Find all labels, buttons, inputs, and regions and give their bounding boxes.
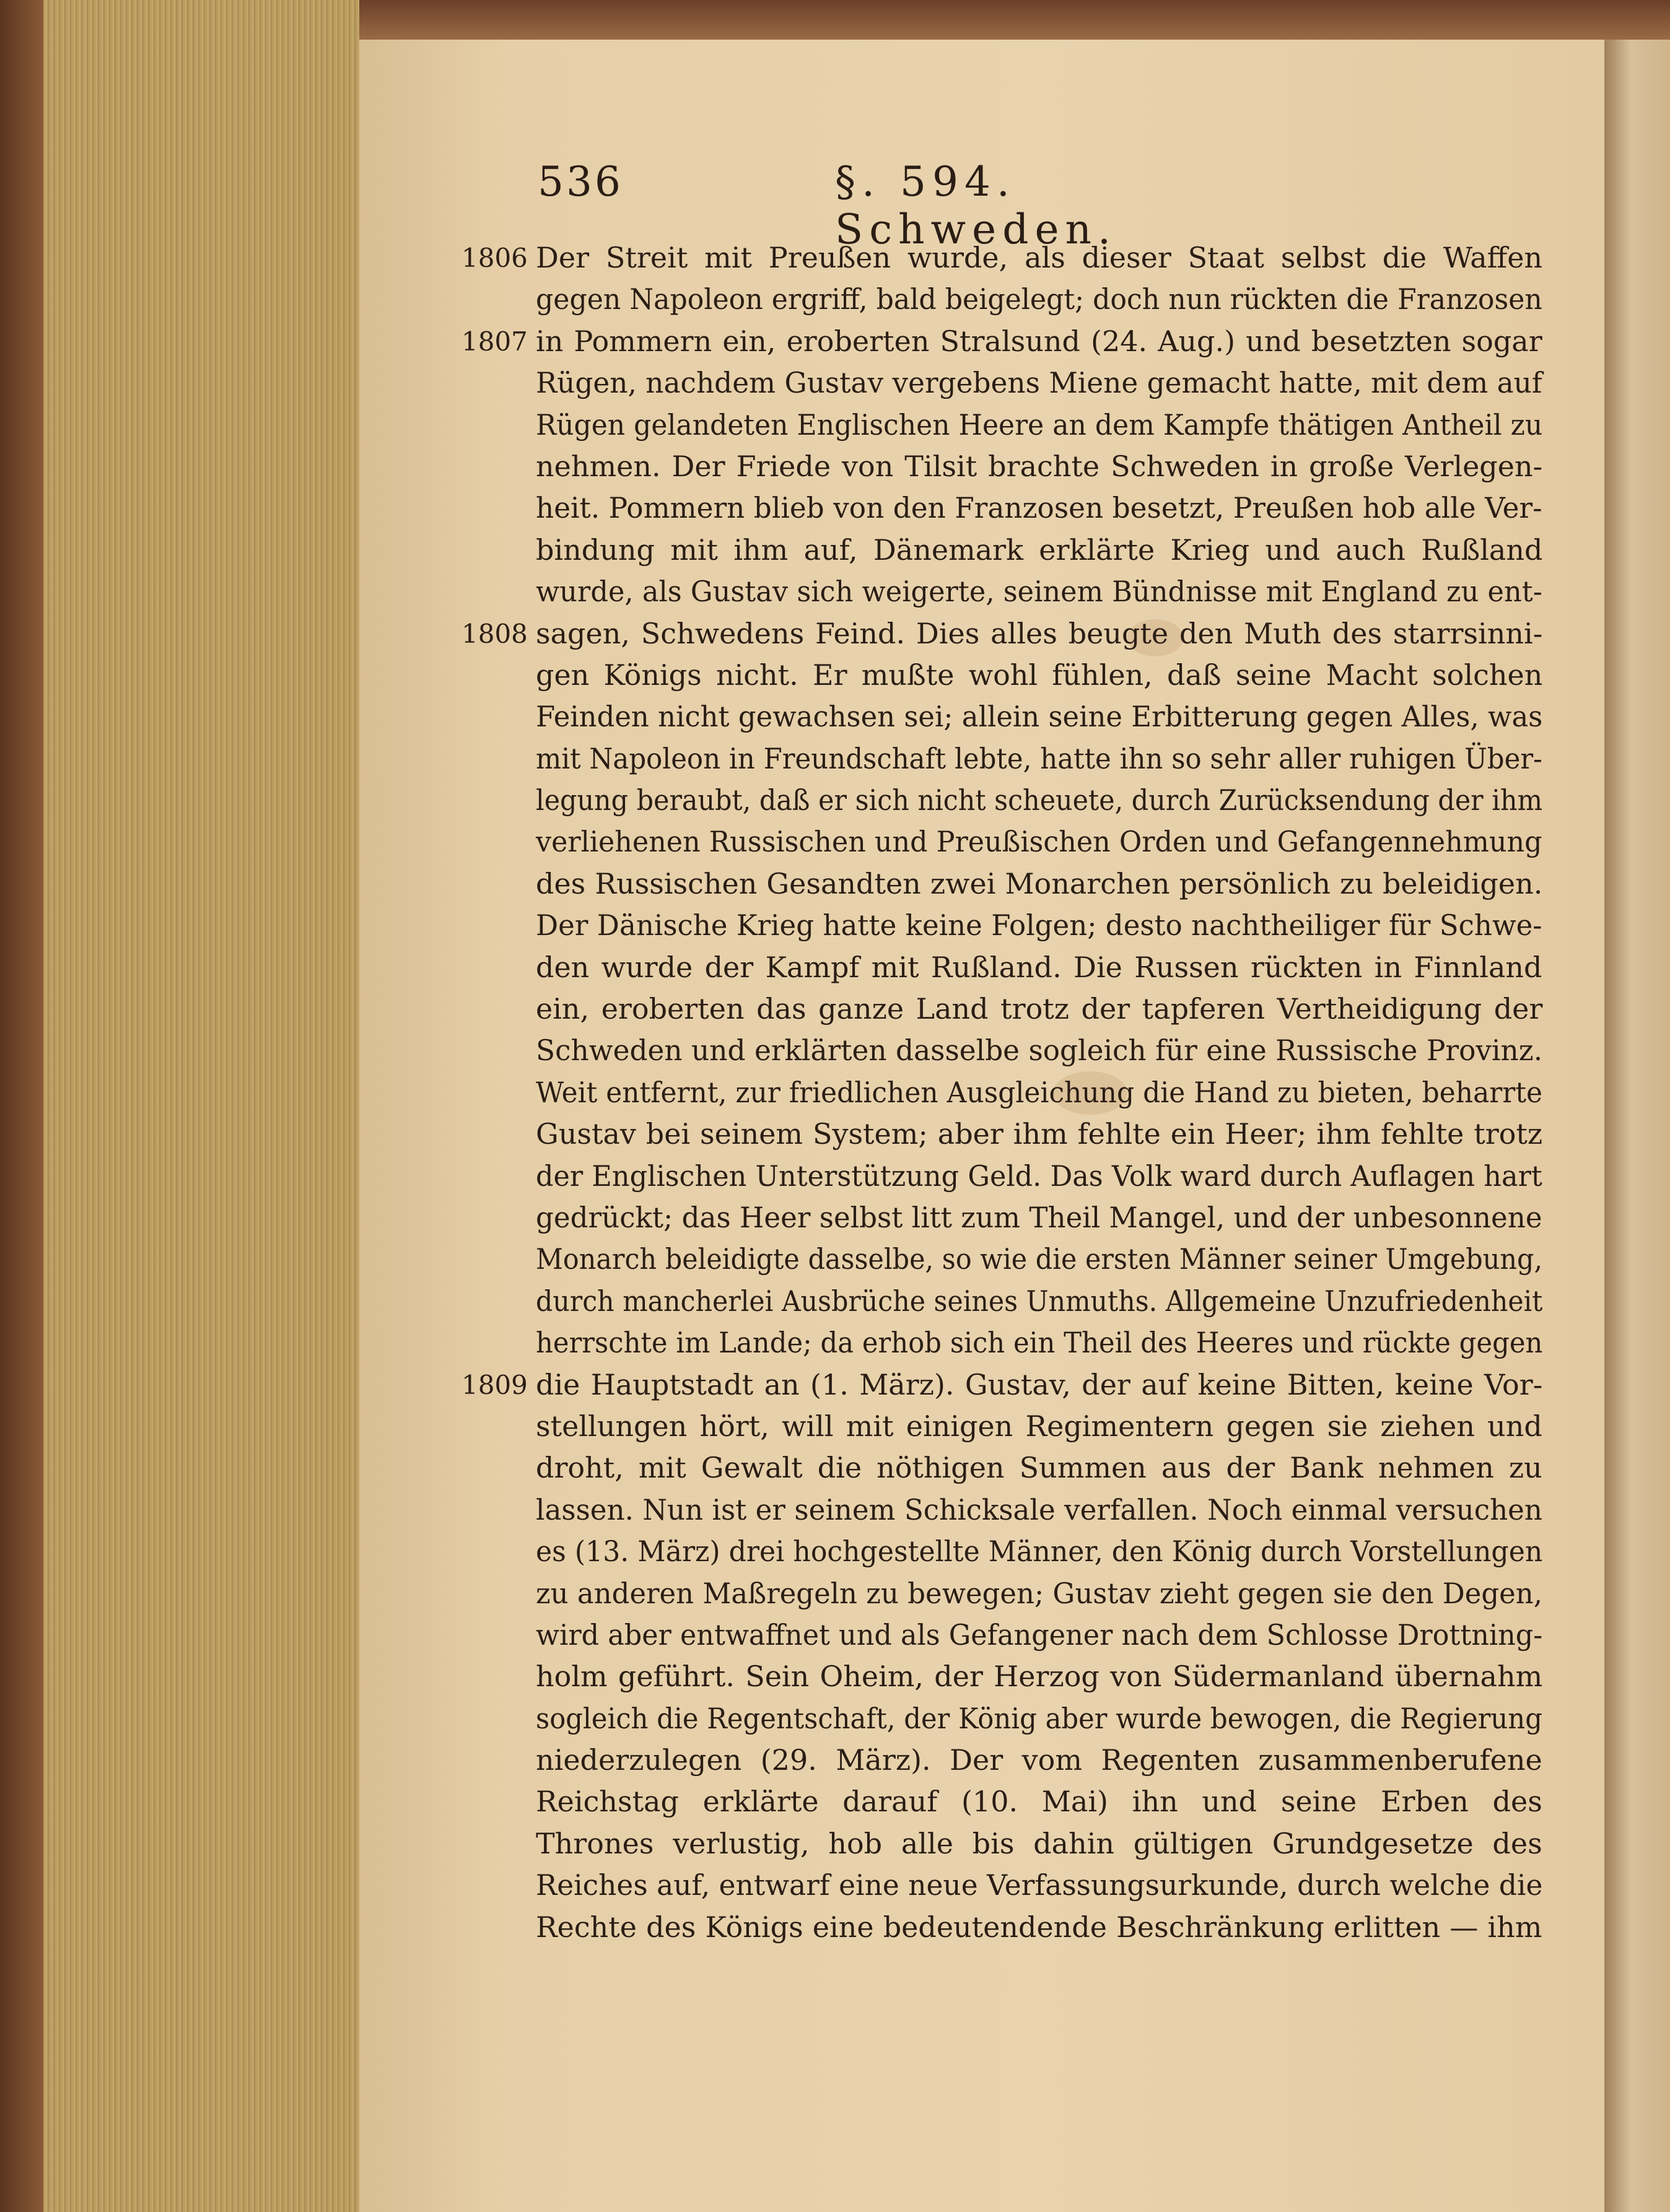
- text-line: [461, 905, 1617, 946]
- line-text: ein, eroberten das ganze Land trotz der tapferen Vertheidigung der: [536, 992, 1543, 1026]
- text-line: [461, 1614, 1617, 1656]
- line-text: des Russischen Gesandten zwei Monarchen persönlich zu beleidigen.: [536, 866, 1543, 900]
- line-text: Feinden nicht gewachsen sei; allein seine Erbitterung gegen Alles, was: [536, 700, 1543, 734]
- text-line: [461, 279, 1617, 320]
- line-text: zu anderen Maßregeln zu bewegen; Gustav zieht gegen sie den Degen,: [536, 1576, 1543, 1610]
- text-line: [461, 1364, 1617, 1406]
- text-line: [461, 1113, 1617, 1155]
- text-line: [461, 613, 1617, 655]
- line-text: stellungen hört, will mit einigen Regimentern gegen sie ziehen und: [536, 1409, 1542, 1443]
- text-line: [461, 696, 1617, 738]
- text-line: [461, 1656, 1617, 1697]
- line-text: Rügen, nachdem Gustav vergebens Miene gemacht hatte, mit dem auf: [536, 366, 1542, 400]
- text-line: [461, 1781, 1617, 1822]
- line-text: Reichstag erklärte darauf (10. Mai) ihn und seine Erben des: [536, 1785, 1542, 1819]
- line-text: Thrones verlustig, hob alle bis dahin gültigen Grundgesetze des: [536, 1826, 1542, 1860]
- line-text: gedrückt; das Heer selbst litt zum Theil Mangel, und der unbesonnene: [536, 1200, 1542, 1234]
- text-line: [461, 321, 1617, 362]
- text-line: [461, 237, 1617, 279]
- text-line: [461, 529, 1617, 571]
- line-text: durch mancherlei Ausbrüche seines Unmuths. Allgemeine Unzufriedenheit: [536, 1284, 1543, 1318]
- text-line: [461, 947, 1617, 988]
- page-header: [538, 158, 1219, 253]
- section-title: §. 594. Schweden.: [835, 158, 1117, 253]
- line-text: wurde, als Gustav sich weigerte, seinem Bündnisse mit England zu ent-: [536, 575, 1542, 609]
- line-text: nehmen. Der Friede von Tilsit brachte Schweden in große Verlegen-: [536, 449, 1543, 483]
- line-text: herrschte im Lande; da erhob sich ein Theil des Heeres und rückte gegen: [536, 1326, 1543, 1360]
- line-text: Schweden und erklärten dasselbe sogleich für eine Russische Provinz.: [536, 1034, 1543, 1068]
- line-text: der Englischen Unterstützung Geld. Das Volk ward durch Auflagen hart: [536, 1159, 1542, 1193]
- line-text: lassen. Nun ist er seinem Schicksale verfallen. Noch einmal versuchen: [536, 1492, 1543, 1526]
- page-number: 536: [538, 158, 623, 206]
- line-text: Weit entfernt, zur friedlichen Ausgleichung die Hand zu bieten, beharrte: [536, 1075, 1542, 1109]
- line-text: in Pommern ein, eroberten Stralsund (24. Aug.) und besetzten sogar: [536, 324, 1542, 358]
- line-text: mit Napoleon in Freundschaft lebte, hatte ihn so sehr aller ruhigen Über-: [536, 741, 1542, 775]
- book-page-edges: [0, 0, 359, 2212]
- text-line: [461, 655, 1617, 696]
- line-text: heit. Pommern blieb von den Franzosen besetzt, Preußen hob alle Ver-: [536, 491, 1542, 525]
- text-line: [461, 1907, 1617, 1948]
- text-line: [461, 1531, 1617, 1572]
- margin-year: 1807: [461, 326, 528, 357]
- text-line: [461, 1573, 1617, 1614]
- line-text: Rügen gelandeten Englischen Heere an dem Kampfe thätigen Antheil zu: [536, 407, 1543, 442]
- text-line: [461, 1406, 1617, 1447]
- line-text: Rechte des Königs eine bedeutendende Beschränkung erlitten — ihm: [536, 1910, 1542, 1944]
- line-text: Monarch beleidigte dasselbe, so wie die ersten Männer seiner Umgebung,: [536, 1242, 1543, 1276]
- text-line: [461, 1030, 1617, 1071]
- line-text: bindung mit ihm auf, Dänemark erklärte Krieg und auch Rußland: [536, 533, 1543, 567]
- book-spine-shadow: [0, 0, 43, 2212]
- line-text: sagen, Schwedens Feind. Dies alles beugte den Muth des starrsinni-: [536, 616, 1543, 650]
- line-text: gegen Napoleon ergriff, bald beigelegt; doch nun rückten die Franzosen: [536, 282, 1542, 316]
- text-line: [461, 487, 1617, 529]
- margin-year: 1809: [461, 1369, 528, 1400]
- line-text: gen Königs nicht. Er mußte wohl fühlen, daß seine Macht solchen: [536, 658, 1543, 692]
- text-line: [461, 446, 1617, 487]
- text-line: [461, 821, 1617, 863]
- text-line: [461, 1239, 1617, 1280]
- text-line: [461, 1823, 1617, 1865]
- text-line: [461, 1072, 1617, 1113]
- margin-year: 1806: [461, 243, 528, 273]
- text-line: [461, 1156, 1617, 1197]
- text-line: [461, 571, 1617, 612]
- line-text: legung beraubt, daß er sich nicht scheuete, durch Zurücksendung der ihm: [536, 783, 1543, 817]
- text-line: [461, 863, 1617, 905]
- line-text: Gustav bei seinem System; aber ihm fehlte ein Heer; ihm fehlte trotz: [536, 1117, 1543, 1151]
- margin-year: 1808: [461, 618, 528, 649]
- line-text: niederzulegen (29. März). Der vom Regenten zusammenberufene: [536, 1743, 1542, 1777]
- text-line: [461, 738, 1617, 780]
- text-line: [461, 1865, 1617, 1906]
- line-text: die Hauptstadt an (1. März). Gustav, der auf keine Bitten, keine Vor-: [536, 1367, 1543, 1401]
- line-text: den wurde der Kampf mit Rußland. Die Russen rückten in Finnland: [536, 950, 1542, 984]
- line-text: Reiches auf, entwarf eine neue Verfassungsurkunde, durch welche die: [536, 1868, 1543, 1902]
- text-line: [461, 1197, 1617, 1239]
- line-text: Der Dänische Krieg hatte keine Folgen; desto nachtheiliger für Schwe-: [536, 908, 1542, 943]
- text-line: [461, 1740, 1617, 1781]
- text-line: [461, 988, 1617, 1030]
- text-line: [461, 1322, 1617, 1364]
- line-text: holm geführt. Sein Oheim, der Herzog von Südermanland übernahm: [536, 1660, 1543, 1694]
- line-text: verliehenen Russischen und Preußischen Orden und Gefangennehmung: [536, 825, 1542, 859]
- text-line: [461, 1281, 1617, 1322]
- line-text: wird aber entwaffnet und als Gefangener nach dem Schlosse Drottning-: [536, 1618, 1543, 1652]
- text-line: [461, 780, 1617, 821]
- text-line: [461, 1447, 1617, 1489]
- line-text: Der Streit mit Preußen wurde, als dieser Staat selbst die Waffen: [536, 241, 1543, 274]
- body-text: [461, 237, 1651, 1948]
- text-line: [461, 1489, 1617, 1531]
- text-line: [461, 404, 1617, 446]
- text-line: [461, 362, 1617, 404]
- line-text: droht, mit Gewalt die nöthigen Summen aus der Bank nehmen zu: [536, 1451, 1542, 1485]
- line-text: sogleich die Regentschaft, der König aber wurde bewogen, die Regierung: [536, 1701, 1542, 1735]
- line-text: es (13. März) drei hochgestellte Männer, den König durch Vorstellungen: [536, 1535, 1543, 1569]
- text-line: [461, 1698, 1617, 1740]
